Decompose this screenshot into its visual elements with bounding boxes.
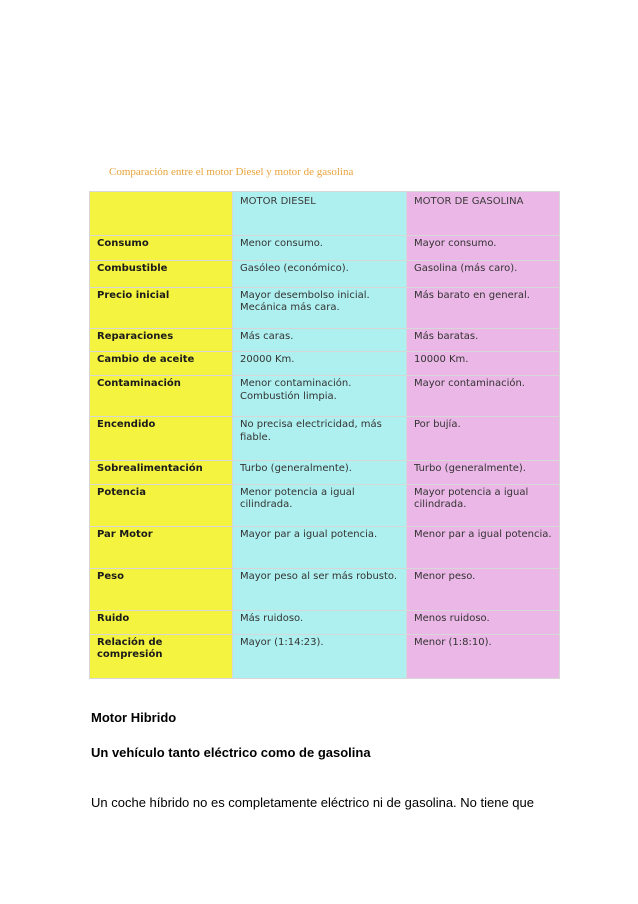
row-label: Precio inicial — [90, 287, 233, 328]
diesel-cell: Más caras. — [233, 328, 407, 351]
diesel-cell: Menor potencia a igual cilindrada. — [233, 484, 407, 526]
body-paragraph: Un coche híbrido no es completamente eléctrico ni de gasolina. No tiene que — [91, 795, 534, 810]
gasolina-cell: Menor (1:8:10). — [407, 634, 560, 678]
header-cell-diesel: MOTOR DIESEL — [233, 192, 407, 236]
table-row — [90, 634, 560, 678]
gasolina-cell: Mayor potencia a igual cilindrada. — [407, 484, 560, 526]
row-label: Relación de compresión — [90, 634, 233, 678]
table-caption: Comparación entre el motor Diesel y motor de gasolina — [109, 166, 354, 178]
row-label: Peso — [90, 569, 233, 611]
gasolina-cell: Menos ruidoso. — [407, 611, 560, 634]
gasolina-cell: Gasolina (más caro). — [407, 261, 560, 287]
gasolina-cell: Mayor consumo. — [407, 236, 560, 261]
table-row — [90, 527, 560, 569]
row-label: Reparaciones — [90, 328, 233, 351]
comparison-table-image — [89, 191, 559, 679]
section-heading: Motor Hibrido — [91, 710, 177, 725]
comparison-table — [89, 191, 560, 679]
row-label: Combustible — [90, 261, 233, 287]
row-label: Sobrealimentación — [90, 460, 233, 484]
table-row — [90, 236, 560, 261]
row-label: Potencia — [90, 484, 233, 526]
gasolina-cell: Turbo (generalmente). — [407, 460, 560, 484]
table-row — [90, 611, 560, 634]
row-label: Ruido — [90, 611, 233, 634]
gasolina-cell: Menor peso. — [407, 569, 560, 611]
diesel-cell: Más ruidoso. — [233, 611, 407, 634]
gasolina-cell: Más baratas. — [407, 328, 560, 351]
table-row — [90, 569, 560, 611]
gasolina-cell: 10000 Km. — [407, 352, 560, 376]
diesel-cell: Mayor desembolso inicial. Mecánica más cara. — [233, 287, 407, 328]
section-subheading: Un vehículo tanto eléctrico como de gasolina — [91, 745, 371, 760]
table-row — [90, 460, 560, 484]
header-cell-empty — [90, 192, 233, 236]
row-label: Contaminación — [90, 376, 233, 417]
diesel-cell: Menor contaminación. Combustión limpia. — [233, 376, 407, 417]
table-row — [90, 287, 560, 328]
header-cell-gasolina: MOTOR DE GASOLINA — [407, 192, 560, 236]
table-row — [90, 328, 560, 351]
table-row — [90, 484, 560, 526]
diesel-cell: Turbo (generalmente). — [233, 460, 407, 484]
diesel-cell: Mayor (1:14:23). — [233, 634, 407, 678]
row-label: Encendido — [90, 417, 233, 460]
gasolina-cell: Menor par a igual potencia. — [407, 527, 560, 569]
diesel-cell: Gasóleo (económico). — [233, 261, 407, 287]
table-row — [90, 352, 560, 376]
diesel-cell: Mayor par a igual potencia. — [233, 527, 407, 569]
row-label: Cambio de aceite — [90, 352, 233, 376]
diesel-cell: Mayor peso al ser más robusto. — [233, 569, 407, 611]
diesel-cell: 20000 Km. — [233, 352, 407, 376]
gasolina-cell: Más barato en general. — [407, 287, 560, 328]
diesel-cell: No precisa electricidad, más fiable. — [233, 417, 407, 460]
table-row — [90, 261, 560, 287]
row-label: Consumo — [90, 236, 233, 261]
gasolina-cell: Mayor contaminación. — [407, 376, 560, 417]
row-label: Par Motor — [90, 527, 233, 569]
table-row — [90, 376, 560, 417]
table-header-row — [90, 192, 560, 236]
diesel-cell: Menor consumo. — [233, 236, 407, 261]
gasolina-cell: Por bujía. — [407, 417, 560, 460]
table-row — [90, 417, 560, 460]
